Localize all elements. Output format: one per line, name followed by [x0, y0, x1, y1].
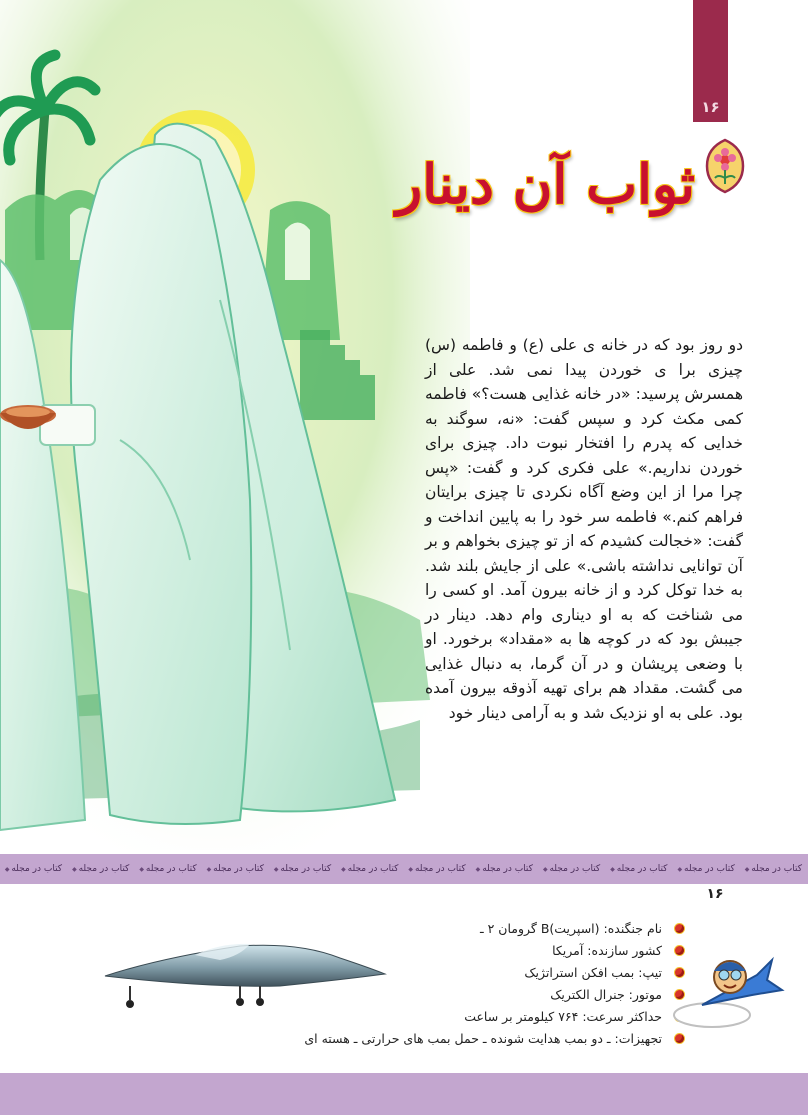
- spec-item: [200, 918, 670, 940]
- strip-label: کتاب در مجله ◆: [610, 864, 667, 874]
- page-number-tab: [693, 0, 728, 122]
- story-body: دو روز بود که در خانه ی علی (ع) و فاطمه (س) چیزی برا ی خوردن پیدا نمی شد. علی از همسرش پرسید: «در خانه غذایی هست؟» فاطمه کمی مکث کرد و سپس گفت: «نه، سوگند به خدایی که پدرم را افتخار نبوت داد. چیزی برای خوردن نداریم.» علی فکری کرد و گفت: «پس چرا مرا از این وضع آگاه نکردی تا چیزی برایتان فراهم کنم.» فاطمه سر خود را به پایین انداخت و گفت: «خجالت کشیدم که از تو چیزی بخواهم و بر آن توانایی نداشته باشی.» علی از جایش بلند شد. به خدا توکل کرد و از خانه بیرون آمد. او کسی را می شناخت که به او دیناری وام دهد. دینار در جیبش بود که در کوچه ها به «مقداد» برخورد. او با وضعی پریشان و در آن گرما، به دنبال غذایی می گشت. مقداد هم برای تهیه آذوقه بیرون آمده بود. علی به او نزدیک شد و به آرامی دینار خود: [425, 336, 743, 722]
- strip-label: کتاب در مجله ◆: [5, 864, 62, 874]
- strip-label: کتاب در مجله ◆: [341, 864, 398, 874]
- strip-label: کتاب در مجله ◆: [543, 864, 600, 874]
- spec-text: حداکثر سرعت: ۷۶۴ کیلومتر بر ساعت: [464, 1009, 662, 1024]
- strip-label: کتاب در مجله ◆: [207, 864, 264, 874]
- spec-text: کشور سازنده: آمریکا: [552, 943, 662, 958]
- spec-text: تجهیزات: ـ دو بمب هدایت شونده ـ حمل بمب های حرارتی ـ هسته ای: [304, 1031, 662, 1046]
- strip-label: کتاب در مجله ◆: [745, 864, 802, 874]
- story-title: ثواب آن دینار: [396, 152, 695, 216]
- strip-label: کتاب در مجله ◆: [72, 864, 129, 874]
- flower-ornament-icon: [703, 138, 747, 196]
- strip-labels: [0, 854, 808, 884]
- strip-label: کتاب در مجله ◆: [677, 864, 734, 874]
- spec-text: تیپ: بمب افکن استراتژیک: [524, 965, 662, 980]
- spec-text: موتور: جنرال الکتریک: [550, 987, 662, 1002]
- page-number: ۱۶: [701, 98, 720, 116]
- illustration-fatima-ali: [0, 0, 470, 850]
- bomber-spec-list: [200, 918, 670, 1050]
- strip-label: کتاب در مجله ◆: [476, 864, 533, 874]
- spec-item: [200, 1028, 670, 1050]
- cartoon-pilot-icon: [672, 935, 787, 1030]
- bullet-icon: [675, 924, 684, 933]
- bottom-page-number: ۱۶: [706, 886, 724, 902]
- spec-item: [200, 962, 670, 984]
- strip-label: کتاب در مجله ◆: [274, 864, 331, 874]
- spec-item: [200, 984, 670, 1006]
- magazine-strip: [0, 854, 808, 884]
- strip-label: کتاب در مجله ◆: [139, 864, 196, 874]
- spec-item: [200, 1006, 670, 1028]
- strip-label: کتاب در مجله ◆: [408, 864, 465, 874]
- footer-band: [0, 1073, 808, 1115]
- spec-item: [200, 940, 670, 962]
- bullet-icon: [675, 1034, 684, 1043]
- spec-text: نام جنگنده: (اسپریت)B گرومان ۲ ـ: [479, 921, 662, 936]
